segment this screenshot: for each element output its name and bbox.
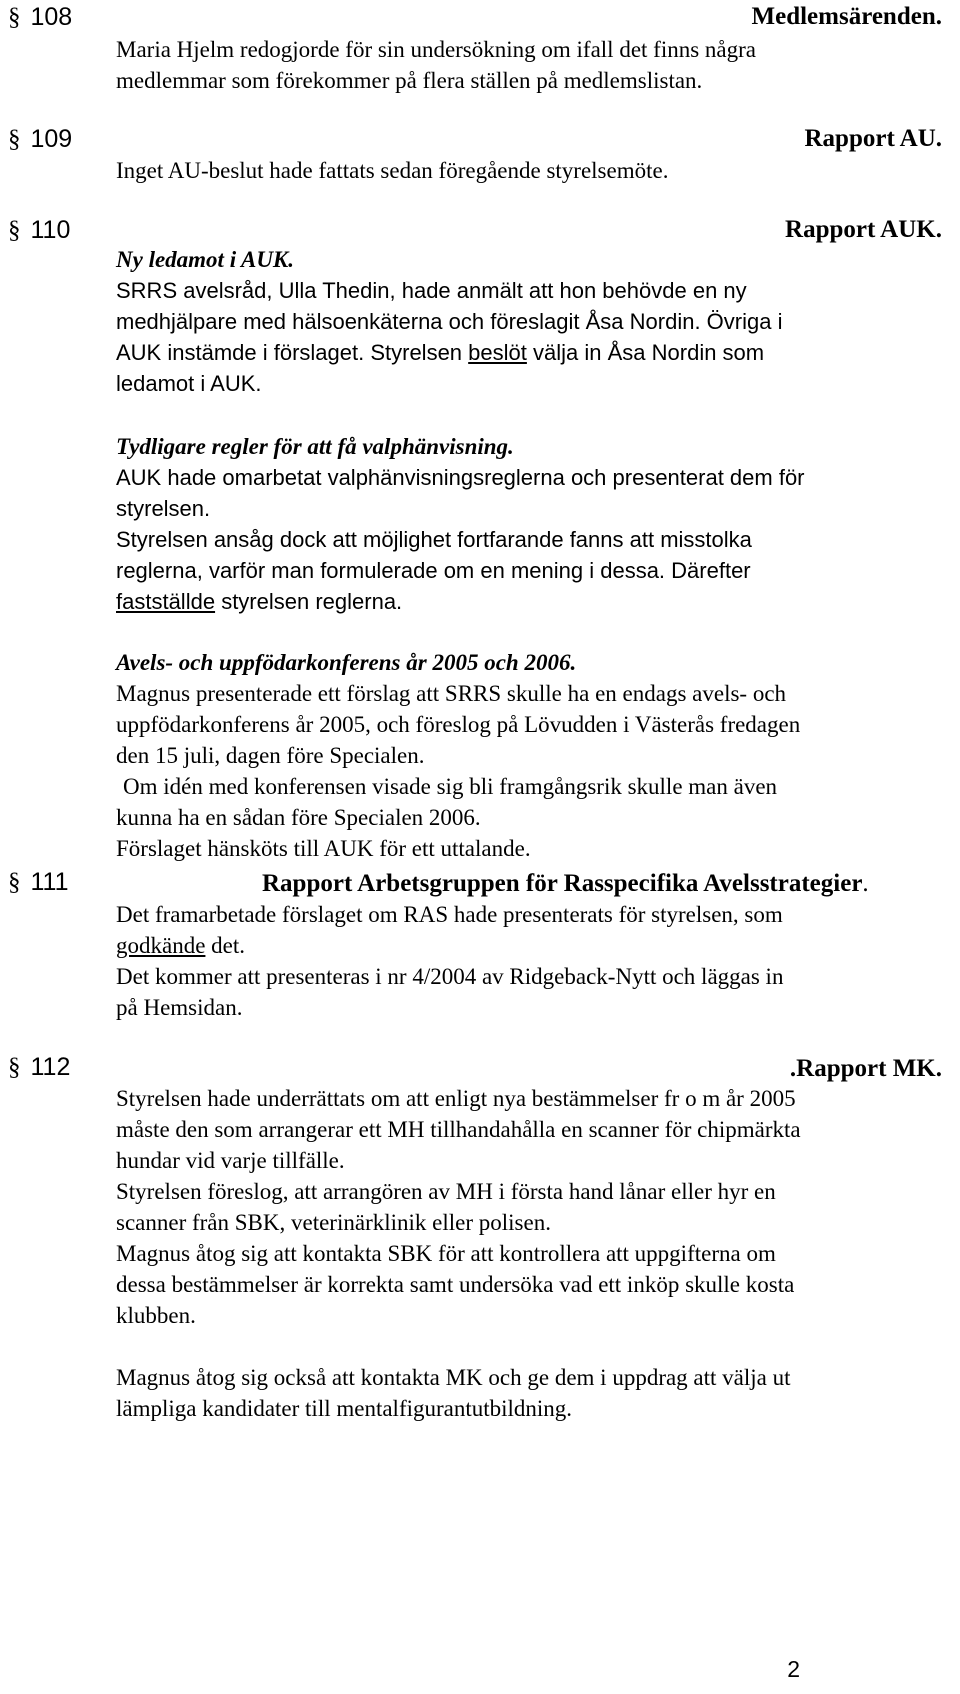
body-110-sub1 (116, 244, 946, 399)
body-112 (116, 1083, 946, 1424)
section-number: 111 (30, 868, 69, 896)
body-line: medhjälpare med hälsoenkäterna och föreslagit Åsa Nordin. Övriga i (116, 309, 783, 334)
body-line: Magnus åtog sig också att kontakta MK och ge dem i uppdrag att välja ut (116, 1365, 791, 1390)
underlined-faststallde: fastställde (116, 589, 216, 614)
body-line: reglerna, varför man formulerade om en mening i dessa. Därefter (116, 558, 751, 583)
section-symbol: § (8, 4, 21, 31)
paragraph-number-109 (8, 124, 72, 155)
body-line: Styrelsen föreslog, att arrangören av MH i första hand lånar eller hyr en (116, 1179, 776, 1204)
section-number: 109 (30, 125, 73, 153)
body-text: styrelsen reglerna. (221, 589, 403, 614)
body-line: AUK hade omarbetat valphänvisningsreglerna och presenterat dem för (116, 465, 805, 490)
body-line: Maria Hjelm redogjorde för sin undersökning om ifall det finns några (116, 37, 757, 62)
underlined-beslot: beslöt (468, 340, 527, 365)
body-110-sub3 (116, 647, 946, 864)
body-text: välja in Åsa Nordin som (533, 340, 765, 365)
body-109 (116, 155, 946, 186)
heading-rapport-au: Rapport AU. (804, 125, 942, 152)
subheading-ny-ledamot: Ny ledamot i AUK. (116, 247, 295, 272)
heading-rapport-mk: .Rapport MK. (789, 1055, 942, 1082)
body-111 (116, 899, 946, 1023)
body-text: AUK instämde i förslaget. Styrelsen (116, 340, 463, 365)
body-line (116, 930, 946, 961)
section-number: 110 (30, 216, 71, 244)
section-symbol: § (8, 869, 21, 896)
body-line: Det framarbetade förslaget om RAS hade presenterats för styrelsen, som (116, 902, 783, 927)
subheading-avels-konferens: Avels- och uppfödarkonferens år 2005 och 2006. (116, 650, 577, 675)
body-line: Det kommer att presenteras i nr 4/2004 av Ridgeback-Nytt och läggas in (116, 964, 784, 989)
heading-period: . (862, 870, 869, 897)
section-number: 108 (30, 3, 73, 31)
section-symbol: § (8, 126, 21, 153)
paragraph-number-111 (8, 867, 69, 898)
body-line: scanner från SBK, veterinärklinik eller polisen. (116, 1210, 551, 1235)
section-symbol: § (8, 217, 21, 244)
underlined-godkande: godkände (116, 933, 206, 958)
body-line: den 15 juli, dagen före Specialen. (116, 743, 425, 768)
section-symbol: § (8, 1054, 21, 1081)
body-line: Magnus presenterade ett förslag att SRRS skulle ha en endags avels- och (116, 681, 787, 706)
body-line (116, 586, 946, 617)
body-line: klubben. (116, 1303, 196, 1328)
body-line: måste den som arrangerar ett MH tillhandahålla en scanner för chipmärkta (116, 1117, 801, 1142)
body-line: Om idén med konferensen visade sig bli framgångsrik skulle man även (123, 774, 778, 799)
paragraph-number-108 (8, 2, 72, 33)
body-110-sub2 (116, 431, 946, 617)
body-line: ledamot i AUK. (116, 371, 262, 396)
paragraph-number-112 (8, 1052, 70, 1083)
body-line: styrelsen. (116, 496, 211, 521)
body-line: Förslaget hänsköts till AUK för ett uttalande. (116, 836, 531, 861)
body-line: dessa bestämmelser är korrekta samt undersöka vad ett inköp skulle kosta (116, 1272, 795, 1297)
body-line: uppfödarkonferens år 2005, och föreslog på Lövudden i Västerås fredagen (116, 712, 801, 737)
heading-rapport-auk: Rapport AUK. (785, 216, 942, 243)
body-line: SRRS avelsråd, Ulla Thedin, hade anmält att hon behövde en ny (116, 278, 747, 303)
body-text: det. (211, 933, 246, 958)
section-number: 112 (30, 1053, 71, 1081)
body-line: kunna ha en sådan före Specialen 2006. (116, 805, 481, 830)
paragraph-number-110 (8, 215, 70, 246)
heading-rapport-arbetsgruppen (262, 869, 869, 899)
body-line: medlemmar som förekommer på flera ställen på medlemslistan. (116, 68, 703, 93)
body-line: Magnus åtog sig att kontakta SBK för att kontrollera att uppgifterna om (116, 1241, 776, 1266)
body-line: lämpliga kandidater till mentalfigurantutbildning. (116, 1396, 573, 1421)
body-line (116, 337, 946, 368)
subheading-tydligare-regler: Tydligare regler för att få valphänvisning. (116, 434, 514, 459)
page-number: 2 (787, 1656, 800, 1682)
body-line: Styrelsen ansåg dock att möjlighet fortfarande fanns att misstolka (116, 527, 752, 552)
heading-medlemsarenden: Medlemsärenden. (751, 3, 942, 30)
body-line: hundar vid varje tillfälle. (116, 1148, 345, 1173)
body-108 (116, 34, 946, 96)
heading-text: Rapport Arbetsgruppen för Rasspecifika Avelsstrategier (262, 870, 863, 897)
body-line: på Hemsidan. (116, 995, 243, 1020)
body-line: Inget AU-beslut hade fattats sedan föregående styrelsemöte. (116, 158, 669, 183)
body-line: Styrelsen hade underrättats om att enligt nya bestämmelser fr o m år 2005 (116, 1086, 796, 1111)
